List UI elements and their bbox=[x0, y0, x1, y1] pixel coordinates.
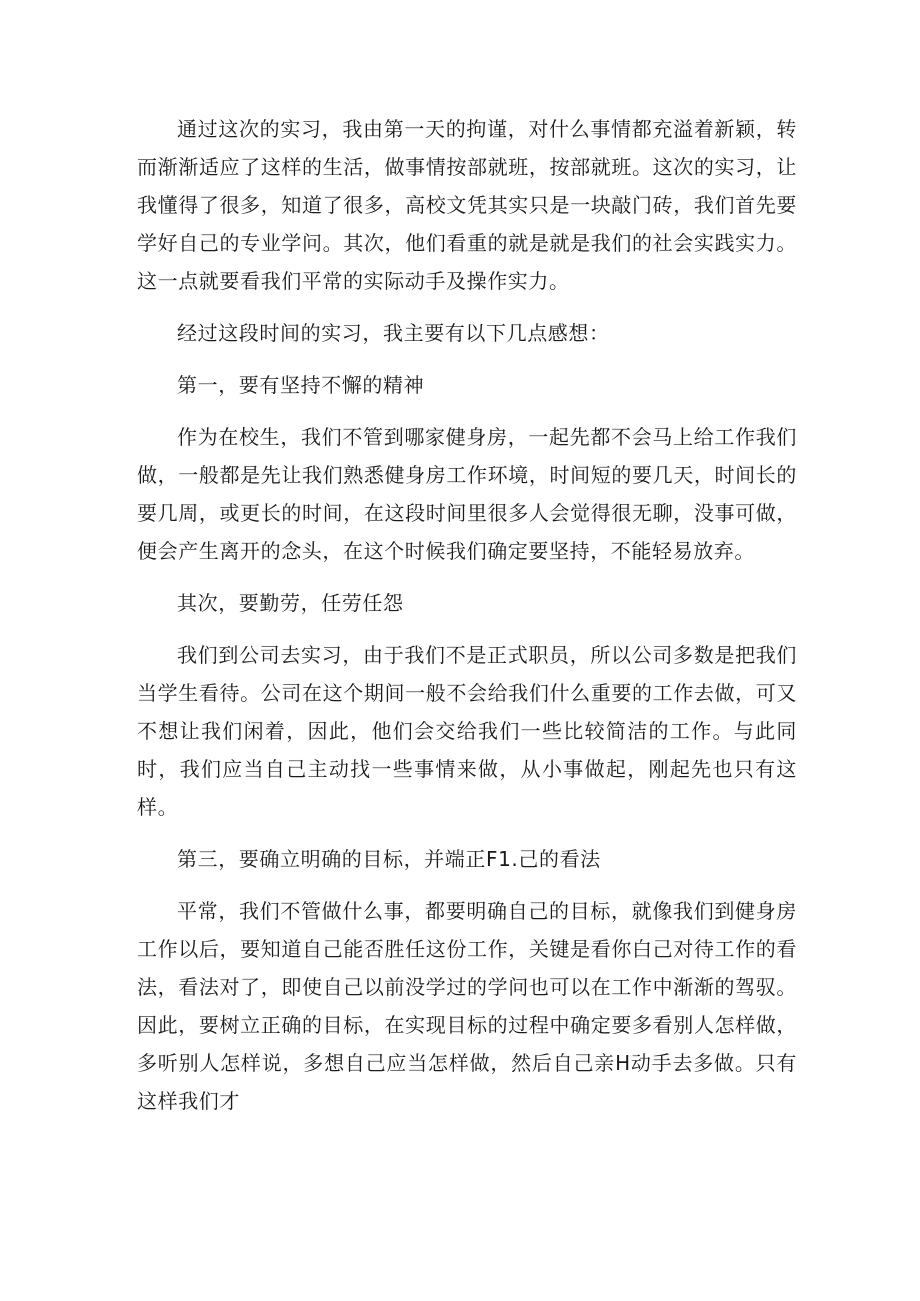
heading-perseverance: 第一，要有坚持不懈的精神 bbox=[177, 373, 425, 397]
paragraph-thoughts-intro: 经过这段时间的实习，我主要有以下几点感想： bbox=[177, 321, 610, 345]
paragraph-diligence: 我们到公司去实习，由于我们不是正式职员，所以公司多数是把我们当学生看待。公司在这个期间一般不会给我们什么重要的工作去做，可又不想让我们闲着，因此，他们会交给我们一些比较简洁的工作。与此同时，我们应当自己主动找一些事情来做，从小事做起，刚起先也只有这样。 bbox=[137, 643, 797, 819]
heading-clear-goals: 第三，要确立明确的目标，并端正F1.己的看法 bbox=[177, 847, 601, 871]
document-body bbox=[137, 110, 797, 1120]
paragraph-clear-goals: 平常，我们不管做什么事，都要明确自己的目标，就像我们到健身房工作以后，要知道自己能否胜任这份工作，关键是看你白己对待工作的看法，看法对了，即使自己以前没学过的学问也可以在工作中渐渐的驾驭。因此，要树立正确的目标，在实现目标的过程中确定要多看别人怎样做，多听别人怎样说，多想自己应当怎样做，然后自己亲H动手去多做。只有这样我们才 bbox=[137, 899, 797, 1113]
paragraph-internship-reflection: 通过这次的实习，我由第一天的拘谨，对什么事情都充溢着新颖，转而渐渐适应了这样的生活，做事情按部就班，按部就班。这次的实习，让我懂得了很多，知道了很多，高校文凭其实只是一块敲门砖，我们首先要学好自己的专业学问。其次，他们看重的就是就是我们的社会实践实力。这一点就要看我们平常的实际动手及操作实力。 bbox=[137, 117, 797, 293]
paragraph-perseverance: 作为在校生，我们不管到哪家健身房，一起先都不会马上给工作我们做，一般都是先让我们熟悉健身房工作环境，时间短的要几天，时间长的要几周，或更长的时间，在这段时间里很多人会觉得很无聊，没事可做，便会产生离开的念头，在这个时候我们确定要坚持，不能轻易放弃。 bbox=[137, 425, 797, 563]
heading-diligence: 其次，要勤劳，任劳任怨 bbox=[177, 591, 404, 615]
